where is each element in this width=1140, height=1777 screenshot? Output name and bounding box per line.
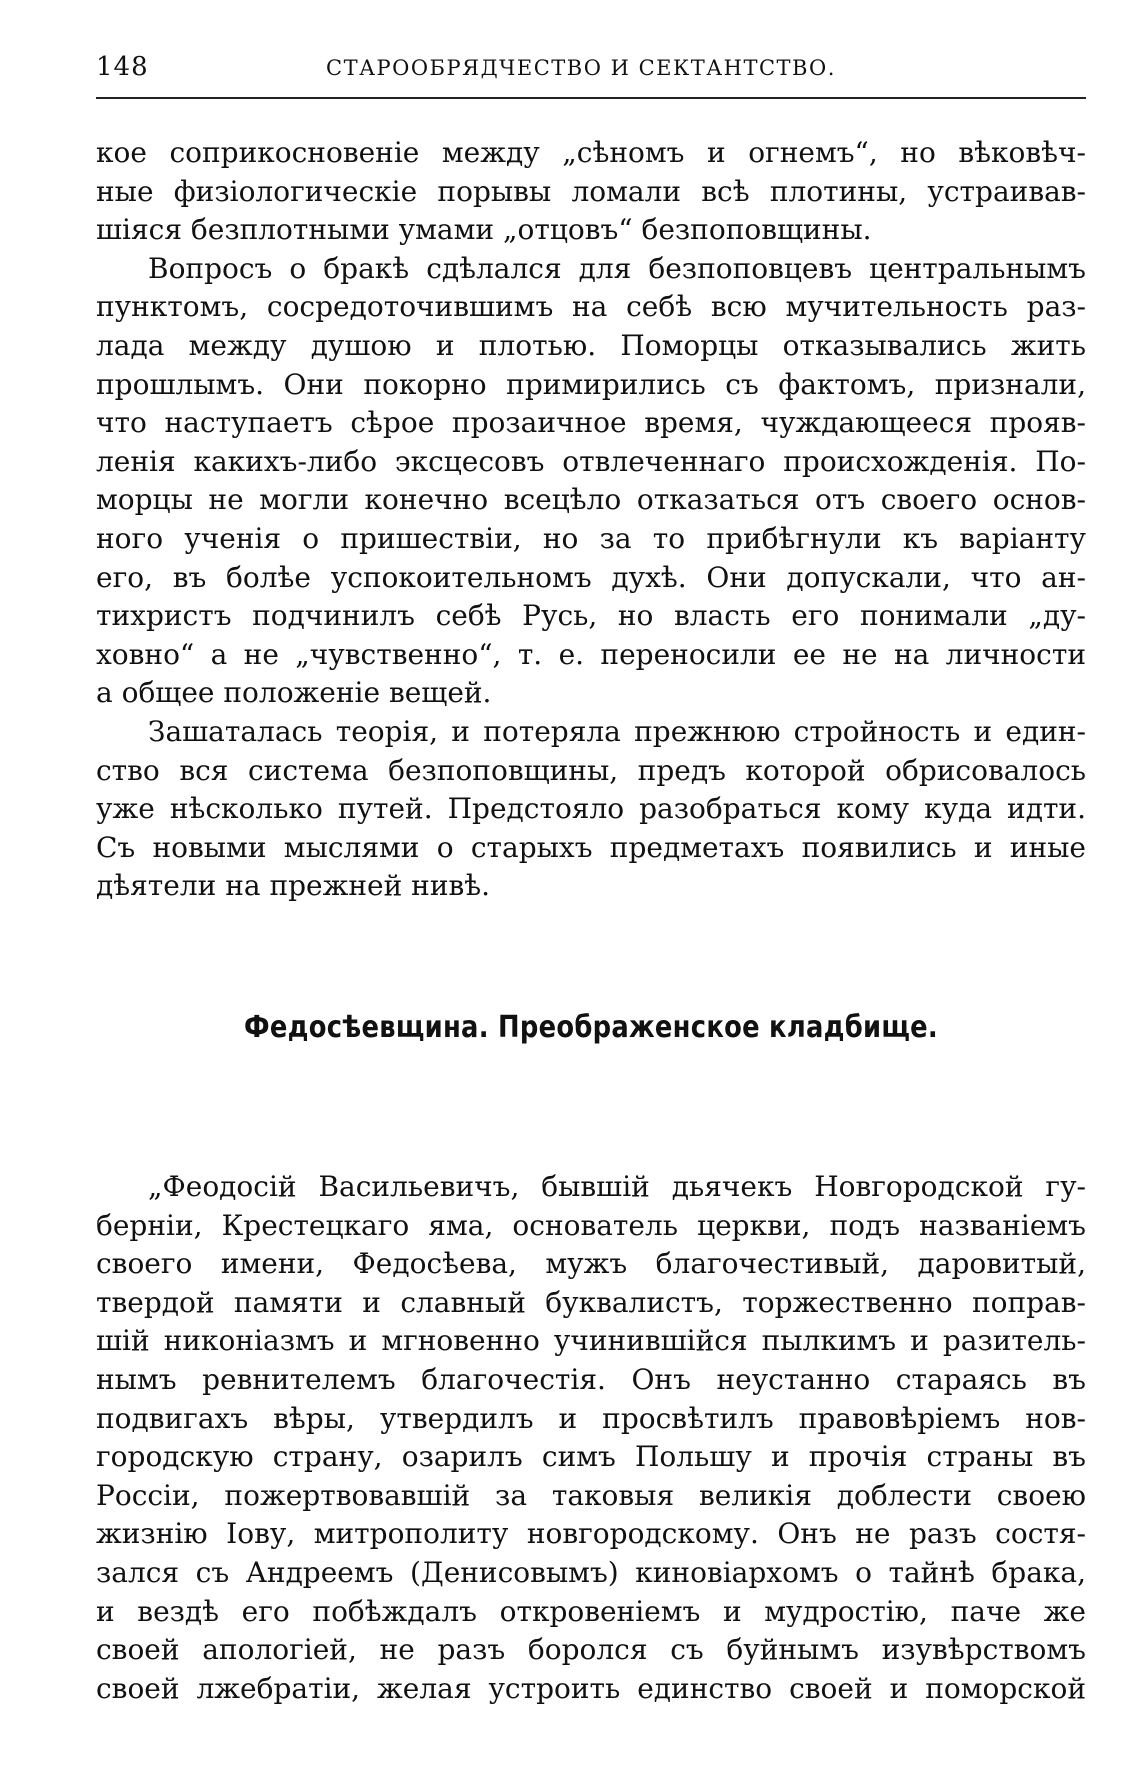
text-line: шій никоніазмъ и мгновенно учинившійся пылкимъ и разитель-: [96, 1324, 1086, 1358]
running-title: СТАРООБРЯДЧЕСТВО И СЕКТАНТСТВО.: [326, 56, 836, 80]
text-line: Россіи, пожертвовавшій за таковыя великія доблести своею: [96, 1478, 1086, 1512]
text-line: жизнію Іову, митрополиту новгородскому. Онъ не разъ состя-: [96, 1517, 1086, 1551]
text-line: шіяся безплотными умами „отцовъ“ безпоповщины.: [96, 213, 872, 247]
text-line: ховно“ а не „чувственно“, т. е. переносили ее не на личности: [96, 637, 1086, 671]
running-head: [96, 52, 1086, 92]
text-line: уже нѣсколько путей. Предстояло разобраться кому куда идти.: [96, 792, 1086, 826]
text-line: твердой памяти и славный буквалистъ, торжественно поправ-: [96, 1285, 1086, 1319]
text-line: лада между душою и плотью. Поморцы отказывались жить: [96, 328, 1086, 362]
page-number: 148: [96, 52, 149, 82]
text-line: подвигахъ вѣры, утвердилъ и просвѣтилъ правовѣріемъ нов-: [96, 1401, 1086, 1435]
text-line: своего имени, Федосѣева, мужъ благочестивый, даровитый,: [96, 1247, 1086, 1281]
text-line: зался съ Андреемъ (Денисовымъ) киновіархомъ о тайнѣ брака,: [96, 1555, 1086, 1589]
text-line: тихристъ подчинилъ себѣ Русь, но власть его понимали „ду-: [96, 599, 1086, 633]
text-line: дѣятели на прежней нивѣ.: [96, 869, 491, 903]
text-line: ство вся система безпоповщины, предъ которой обрисовалось: [96, 753, 1086, 787]
text-line: городскую страну, озарилъ симъ Польшу и прочія страны въ: [96, 1440, 1086, 1474]
text-line: берніи, Крестецкаго яма, основатель церкви, подъ названіемъ: [96, 1208, 1086, 1242]
section-heading: Федосѣевщина. Преображенское кладбище.: [244, 1010, 938, 1045]
text-line: ные физіологическіе порывы ломали всѣ плотины, устраивав-: [96, 174, 1086, 208]
text-line: своей апологіей, не разъ боролся съ буйнымъ изувѣрствомъ: [96, 1633, 1086, 1667]
text-line: „Феодосій Васильевичъ, бывшій дьячекъ Новгородской гу-: [148, 1170, 1086, 1203]
text-line: его, въ болѣе успокоительномъ духѣ. Они допускали, что ан-: [96, 560, 1086, 594]
header-rule: [96, 97, 1086, 99]
section-2-text: [96, 1168, 1086, 1708]
text-line: Зашаталась теорія, и потеряла прежнюю стройность и един-: [148, 714, 1086, 748]
text-line: Вопросъ о бракѣ сдѣлался для безпоповцевъ центральнымъ: [148, 251, 1086, 285]
text-line: и вездѣ его побѣждалъ откровеніемъ и мудростію, паче же: [96, 1594, 1086, 1628]
text-line: а общее положеніе вещей.: [96, 676, 492, 710]
text-line: что наступаетъ сѣрое прозаичное время, чуждающееся прояв-: [96, 406, 1086, 440]
section-1-text: [96, 134, 1086, 906]
text-line: нымъ ревнителемъ благочестія. Онъ неустанно стараясь въ: [96, 1362, 1086, 1396]
text-line: кое соприкосновеніе между „сѣномъ и огнемъ“, но вѣковѣч-: [96, 136, 1086, 169]
text-line: своей лжебратіи, желая устроить единство своей и поморской: [96, 1671, 1086, 1705]
text-line: морцы не могли конечно всецѣло отказаться отъ своего основ-: [96, 483, 1086, 517]
text-line: ного ученія о пришествіи, но за то прибѣгнули къ варіанту: [96, 521, 1086, 555]
text-line: прошлымъ. Они покорно примирились съ фактомъ, признали,: [96, 367, 1086, 401]
text-line: ленія какихъ-либо эксцесовъ отвлеченнаго происхожденія. По-: [96, 444, 1086, 478]
text-line: Съ новыми мыслями о старыхъ предметахъ появились и иные: [96, 830, 1086, 864]
text-line: пунктомъ, сосредоточившимъ на себѣ всю мучительность раз-: [96, 290, 1086, 324]
